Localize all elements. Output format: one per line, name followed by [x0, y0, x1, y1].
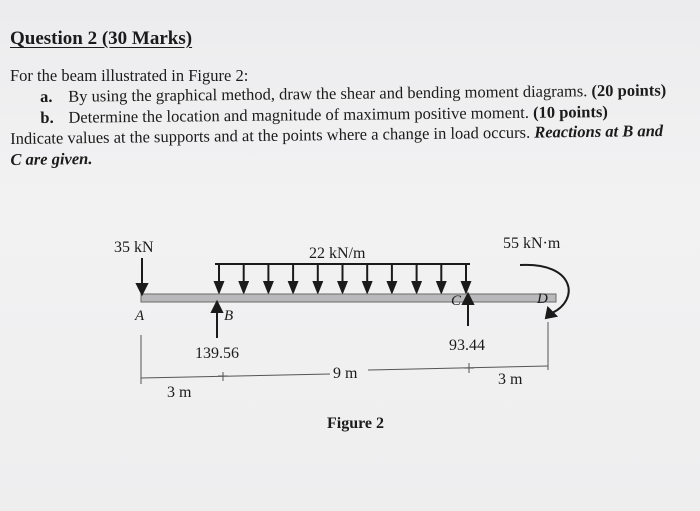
- reaction-c-arrow: [463, 294, 473, 326]
- part-b-text: Determine the location and magnitude of maximum positive moment.: [68, 102, 530, 127]
- label-point-c: C: [451, 293, 462, 309]
- part-b-points: (10 points): [532, 102, 608, 122]
- beam: [141, 294, 556, 302]
- label-reaction-b: 139.56: [195, 345, 239, 362]
- udl-arrow: [264, 265, 272, 292]
- label-dim-ab: 3 m: [167, 384, 192, 401]
- udl-arrow: [462, 265, 470, 292]
- label-point-d: D: [537, 291, 548, 307]
- label-point-b: B: [224, 308, 234, 324]
- udl-arrow: [289, 265, 297, 292]
- distributed-load: [215, 264, 470, 292]
- udl-arrow: [314, 265, 322, 292]
- question-title: Question 2 (30 Marks): [10, 28, 193, 49]
- question-intro: For the beam illustrated in Figure 2:: [10, 66, 249, 85]
- figure-caption: Figure 2: [327, 415, 385, 432]
- label-dim-bc: 9 m: [333, 365, 358, 382]
- point-load-arrow: [137, 258, 147, 294]
- udl-arrow: [437, 265, 445, 292]
- label-reaction-c: 93.44: [449, 337, 485, 354]
- label-point-a: A: [135, 308, 145, 324]
- udl-arrow: [413, 265, 421, 292]
- part-a-points: (20 points): [591, 80, 667, 101]
- part-a-label: a.: [40, 86, 53, 106]
- label-distributed-load: 22 kN/m: [309, 245, 366, 262]
- part-b-label: b.: [40, 107, 54, 127]
- udl-arrow: [388, 265, 396, 292]
- label-moment: 55 kN·m: [503, 235, 561, 252]
- label-point-load: 35 kN: [114, 239, 154, 256]
- udl-arrow: [339, 265, 347, 292]
- part-a-text: By using the graphical method, draw the shear and bending moment diagrams.: [68, 81, 588, 106]
- reaction-b-arrow: [212, 302, 222, 338]
- note-text: Indicate values at the supports and at the points where a change in load occurs.: [10, 122, 531, 148]
- label-dim-cd: 3 m: [498, 371, 523, 388]
- udl-arrow: [240, 265, 248, 292]
- udl-arrow: [215, 265, 223, 292]
- note-given: Reactions at B and C are given.: [10, 121, 664, 169]
- udl-arrow: [363, 265, 371, 292]
